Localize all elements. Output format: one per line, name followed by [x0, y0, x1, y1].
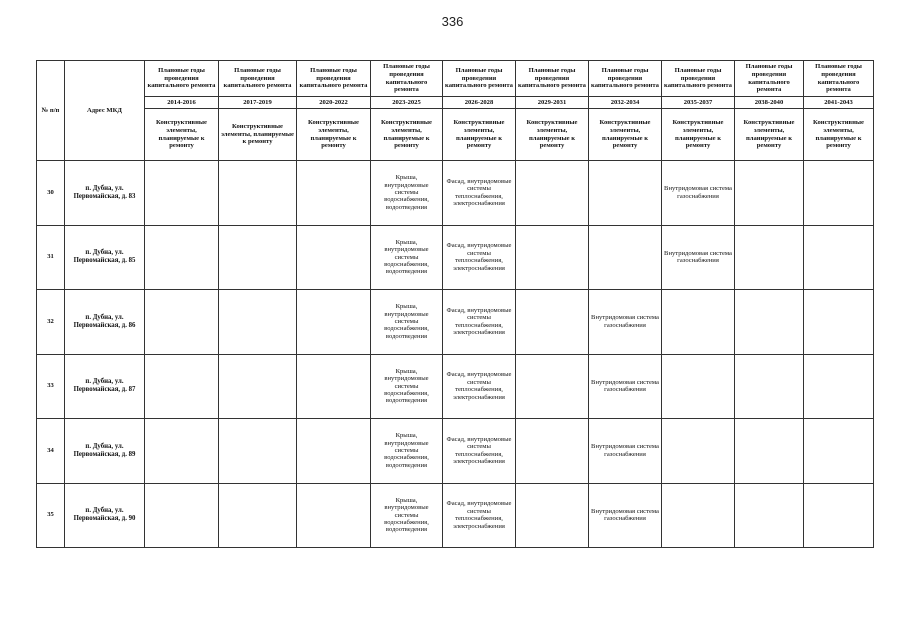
header-elements: Конструктивные элементы, планируемые к ремонту — [662, 109, 735, 161]
header-elements: Конструктивные элементы, планируемые к ремонту — [804, 109, 874, 161]
header-period-title: Плановые годы проведения капитального ремонта — [662, 61, 735, 97]
repair-elements-cell — [662, 419, 735, 484]
repair-elements-cell — [145, 354, 219, 419]
repair-elements-cell — [735, 354, 804, 419]
repair-elements-cell — [219, 290, 297, 355]
table-row — [37, 419, 874, 484]
repair-elements-cell — [219, 225, 297, 290]
repair-elements-cell — [735, 290, 804, 355]
repair-elements-cell: Фасад, внутридомовые системы теплоснабжения, электроснабжения — [443, 290, 516, 355]
table-row — [37, 290, 874, 355]
repair-elements-cell: Фасад, внутридомовые системы теплоснабжения, электроснабжения — [443, 419, 516, 484]
row-number: 34 — [37, 419, 65, 484]
row-address: п. Дубна, ул. Первомайская, д. 83 — [65, 161, 145, 226]
repair-elements-cell — [662, 354, 735, 419]
header-elements: Конструктивные элементы, планируемые к ремонту — [219, 109, 297, 161]
repair-elements-cell — [219, 419, 297, 484]
row-number: 31 — [37, 225, 65, 290]
repair-elements-cell — [145, 483, 219, 548]
repair-elements-cell: Фасад, внутридомовые системы теплоснабжения, электроснабжения — [443, 483, 516, 548]
header-address: Адрес МКД — [65, 61, 145, 161]
repair-elements-cell — [516, 354, 589, 419]
repair-elements-cell: Крыша, внутридомовые системы водоснабжения, водоотведения — [371, 290, 443, 355]
repair-elements-cell — [589, 225, 662, 290]
repair-elements-cell: Крыша, внутридомовые системы водоснабжения, водоотведения — [371, 354, 443, 419]
repair-elements-cell — [804, 419, 874, 484]
header-elements: Конструктивные элементы, планируемые к ремонту — [297, 109, 371, 161]
row-address: п. Дубна, ул. Первомайская, д. 87 — [65, 354, 145, 419]
repair-elements-cell: Внутридомовая система газоснабжения — [589, 419, 662, 484]
capital-repair-table — [36, 60, 874, 548]
header-period-years: 2017-2019 — [219, 97, 297, 109]
repair-elements-cell — [297, 419, 371, 484]
repair-elements-cell — [804, 161, 874, 226]
repair-elements-cell — [219, 483, 297, 548]
repair-elements-cell — [589, 161, 662, 226]
header-period-title: Плановые годы проведения капитального ремонта — [145, 61, 219, 97]
repair-elements-cell — [297, 225, 371, 290]
repair-elements-cell: Крыша, внутридомовые системы водоснабжения, водоотведения — [371, 161, 443, 226]
header-period-title: Плановые годы проведения капитального ремонта — [804, 61, 874, 97]
header-elements: Конструктивные элементы, планируемые к ремонту — [589, 109, 662, 161]
repair-elements-cell — [297, 483, 371, 548]
header-row-titles — [37, 61, 874, 97]
repair-elements-cell: Внутридомовая система газоснабжения — [589, 354, 662, 419]
repair-elements-cell — [297, 161, 371, 226]
row-number: 35 — [37, 483, 65, 548]
repair-elements-cell: Внутридомовая система газоснабжения — [589, 290, 662, 355]
header-num: № п/п — [37, 61, 65, 161]
repair-elements-cell — [516, 483, 589, 548]
header-elements: Конструктивные элементы, планируемые к ремонту — [443, 109, 516, 161]
row-number: 33 — [37, 354, 65, 419]
header-period-title: Плановые годы проведения капитального ремонта — [219, 61, 297, 97]
header-period-years: 2032-2034 — [589, 97, 662, 109]
header-period-title: Плановые годы проведения капитального ремонта — [735, 61, 804, 97]
page-number: 336 — [441, 14, 464, 29]
header-period-years: 2038-2040 — [735, 97, 804, 109]
repair-elements-cell — [804, 354, 874, 419]
table-row — [37, 483, 874, 548]
repair-elements-cell: Внутридомовая система газоснабжения — [662, 161, 735, 226]
row-number: 30 — [37, 161, 65, 226]
header-elements: Конструктивные элементы, планируемые к ремонту — [735, 109, 804, 161]
row-address: п. Дубна, ул. Первомайская, д. 89 — [65, 419, 145, 484]
repair-elements-cell: Крыша, внутридомовые системы водоснабжения, водоотведения — [371, 483, 443, 548]
row-address: п. Дубна, ул. Первомайская, д. 85 — [65, 225, 145, 290]
repair-elements-cell — [804, 225, 874, 290]
repair-elements-cell: Фасад, внутридомовые системы теплоснабжения, электроснабжения — [443, 354, 516, 419]
repair-elements-cell — [516, 161, 589, 226]
repair-elements-cell: Крыша, внутридомовые системы водоснабжения, водоотведения — [371, 225, 443, 290]
table-row — [37, 354, 874, 419]
repair-elements-cell — [145, 161, 219, 226]
table-body — [37, 61, 874, 548]
repair-elements-cell — [662, 290, 735, 355]
repair-elements-cell — [219, 354, 297, 419]
header-elements: Конструктивные элементы, планируемые к ремонту — [371, 109, 443, 161]
repair-elements-cell — [297, 354, 371, 419]
row-address: п. Дубна, ул. Первомайская, д. 86 — [65, 290, 145, 355]
table-row — [37, 225, 874, 290]
row-number: 32 — [37, 290, 65, 355]
repair-elements-cell: Внутридомовая система газоснабжения — [662, 225, 735, 290]
repair-elements-cell — [735, 483, 804, 548]
repair-elements-cell — [804, 290, 874, 355]
header-period-title: Плановые годы проведения капитального ремонта — [516, 61, 589, 97]
repair-elements-cell — [735, 225, 804, 290]
repair-elements-cell: Внутридомовая система газоснабжения — [589, 483, 662, 548]
row-address: п. Дубна, ул. Первомайская, д. 90 — [65, 483, 145, 548]
repair-elements-cell: Фасад, внутридомовые системы теплоснабжения, электроснабжения — [443, 161, 516, 226]
repair-elements-cell — [662, 483, 735, 548]
header-period-title: Плановые годы проведения капитального ремонта — [297, 61, 371, 97]
repair-elements-cell — [145, 290, 219, 355]
repair-elements-cell — [516, 225, 589, 290]
header-elements: Конструктивные элементы, планируемые к ремонту — [516, 109, 589, 161]
header-elements: Конструктивные элементы, планируемые к ремонту — [145, 109, 219, 161]
header-period-title: Плановые годы проведения капитального ремонта — [371, 61, 443, 97]
header-period-title: Плановые годы проведения капитального ремонта — [443, 61, 516, 97]
header-period-title: Плановые годы проведения капитального ремонта — [589, 61, 662, 97]
repair-elements-cell — [804, 483, 874, 548]
repair-elements-cell — [145, 225, 219, 290]
header-period-years: 2020-2022 — [297, 97, 371, 109]
repair-elements-cell — [516, 419, 589, 484]
repair-elements-cell — [219, 161, 297, 226]
repair-elements-cell — [145, 419, 219, 484]
header-period-years: 2041-2043 — [804, 97, 874, 109]
table-row — [37, 161, 874, 226]
header-row-elements — [37, 109, 874, 161]
header-period-years: 2023-2025 — [371, 97, 443, 109]
header-period-years: 2026-2028 — [443, 97, 516, 109]
header-row-years — [37, 97, 874, 109]
header-period-years: 2035-2037 — [662, 97, 735, 109]
header-period-years: 2014-2016 — [145, 97, 219, 109]
repair-elements-cell — [735, 419, 804, 484]
header-period-years: 2029-2031 — [516, 97, 589, 109]
repair-elements-cell — [297, 290, 371, 355]
repair-elements-cell: Крыша, внутридомовые системы водоснабжения, водоотведения — [371, 419, 443, 484]
repair-elements-cell — [516, 290, 589, 355]
repair-elements-cell: Фасад, внутридомовые системы теплоснабжения, электроснабжения — [443, 225, 516, 290]
repair-elements-cell — [735, 161, 804, 226]
